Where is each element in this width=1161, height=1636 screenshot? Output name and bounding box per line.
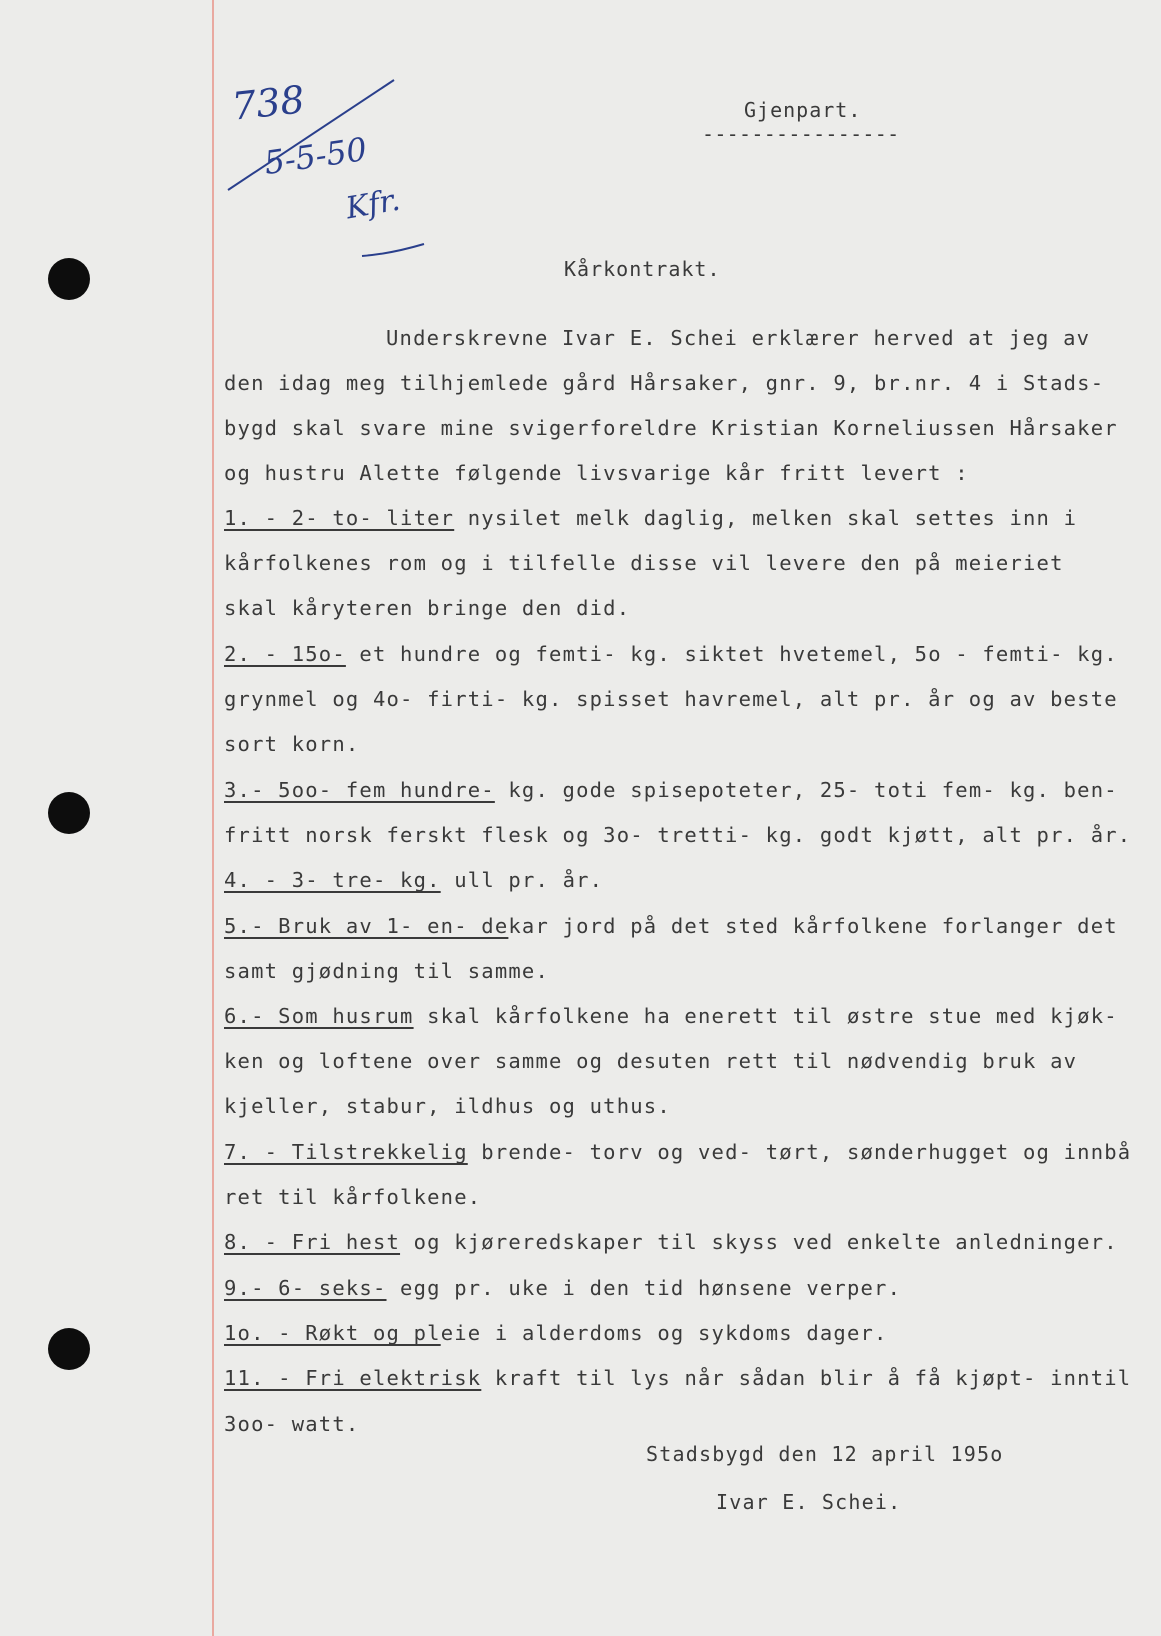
item-line: 3oo- watt.: [224, 1412, 360, 1436]
item-lead: 5.- Bruk av 1- en- de: [224, 914, 509, 938]
item-lead: 3.- 5oo- fem hundre-: [224, 778, 495, 802]
item-line: samt gjødning til samme.: [224, 959, 550, 983]
intro-line: Underskrevne Ivar E. Schei erklærer herved at jeg av: [386, 326, 1091, 350]
intro-line: bygd skal svare mine svigerforeldre Kristian Korneliussen Hårsaker: [224, 416, 1118, 440]
item-line: 11. - Fri elektrisk kraft til lys når sådan blir å få kjøpt- inntil: [224, 1366, 1132, 1390]
item-line: ret til kårfolkene.: [224, 1185, 482, 1209]
item-line: 1. - 2- to- liter nysilet melk daglig, melken skal settes inn i: [224, 506, 1078, 530]
document-title: Kårkontrakt.: [564, 257, 721, 281]
item-line: 6.- Som husrum skal kårfolkene ha enerett til østre stue med kjøk-: [224, 1004, 1118, 1028]
item-lead: 11. - Fri elektrisk: [224, 1366, 482, 1390]
item-lead: 6.- Som husrum: [224, 1004, 414, 1028]
signature-place-date: Stadsbygd den 12 april 195o: [646, 1442, 1004, 1466]
item-line: 8. - Fri hest og kjøreredskaper til skyss ved enkelte anledninger.: [224, 1230, 1118, 1254]
item-lead: 8. - Fri hest: [224, 1230, 401, 1254]
item-line: 4. - 3- tre- kg. ull pr. år.: [224, 868, 604, 892]
item-lead: 9.- 6- seks-: [224, 1276, 387, 1300]
item-line: fritt norsk ferskt flesk og 3o- tretti- kg. godt kjøtt, alt pr. år.: [224, 823, 1132, 847]
copy-label: Gjenpart.: [744, 98, 862, 122]
item-line: kårfolkenes rom og i tilfelle disse vil levere den på meieriet: [224, 551, 1064, 575]
handwritten-flourish: [360, 240, 430, 260]
handwritten-initials: Kfr.: [343, 182, 403, 227]
item-line: ken og loftene over samme og desuten rett til nødvendig bruk av: [224, 1049, 1078, 1073]
item-lead: 1o. - Røkt og pl: [224, 1321, 441, 1345]
intro-line: den idag meg tilhjemlede gård Hårsaker, gnr. 9, br.nr. 4 i Stads-: [224, 371, 1105, 395]
item-lead: 4. - 3- tre- kg.: [224, 868, 441, 892]
item-line: 7. - Tilstrekkelig brende- torv og ved- tørt, sønderhugget og innbå: [224, 1140, 1132, 1164]
intro-line: og hustru Alette følgende livsvarige kår fritt levert :: [224, 461, 969, 485]
item-line: kjeller, stabur, ildhus og uthus.: [224, 1094, 671, 1118]
handwritten-date: 5-5-50: [261, 130, 370, 182]
handwritten-number: 738: [229, 77, 307, 129]
item-line: grynmel og 4o- firti- kg. spisset havremel, alt pr. år og av beste: [224, 687, 1118, 711]
item-lead: 1. - 2- to- liter: [224, 506, 455, 530]
signature-name: Ivar E. Schei.: [716, 1490, 902, 1514]
copy-rule: ----------------: [702, 122, 900, 146]
item-line: 3.- 5oo- fem hundre- kg. gode spisepoteter, 25- toti fem- kg. ben-: [224, 778, 1118, 802]
item-line: sort korn.: [224, 732, 360, 756]
margin-rule: [212, 0, 214, 1636]
item-lead: 7. - Tilstrekkelig: [224, 1140, 468, 1164]
punch-hole: [48, 258, 90, 300]
punch-hole: [48, 792, 90, 834]
item-lead: 2. - 15o-: [224, 642, 346, 666]
punch-hole: [48, 1328, 90, 1370]
item-line: 5.- Bruk av 1- en- dekar jord på det sted kårfolkene forlanger det: [224, 914, 1118, 938]
item-line: 2. - 15o- et hundre og femti- kg. siktet hvetemel, 5o - femti- kg.: [224, 642, 1118, 666]
item-line: 9.- 6- seks- egg pr. uke i den tid hønsene verper.: [224, 1276, 902, 1300]
item-line: 1o. - Røkt og pleie i alderdoms og sykdoms dager.: [224, 1321, 888, 1345]
item-line: skal kåryteren bringe den did.: [224, 596, 631, 620]
